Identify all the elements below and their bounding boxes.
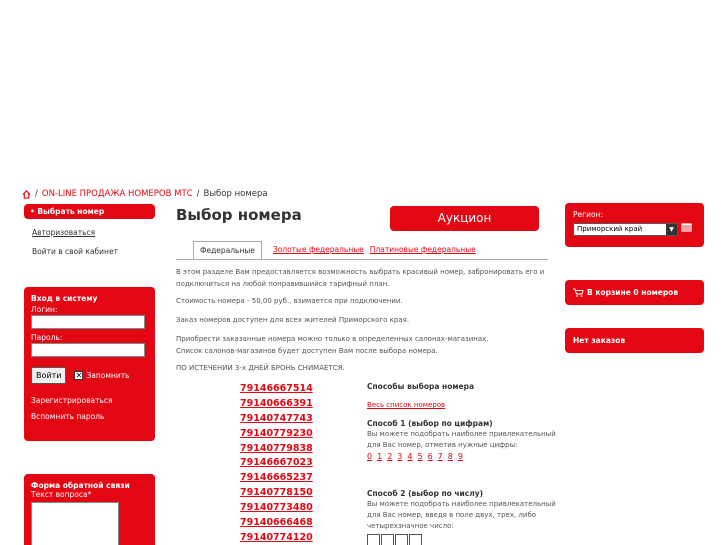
login-title: Вход в систему [31, 294, 98, 303]
digit-link[interactable]: 1 [377, 452, 383, 461]
digit-input[interactable] [367, 534, 380, 545]
availability-text: Заказ номеров доступен для всех жителей Приморского края. [176, 316, 410, 324]
menu-item-cabinet[interactable]: Войти в свой кабинет [32, 247, 118, 256]
region-label: Регион: [573, 210, 603, 219]
tab-platinum-federal[interactable]: Платиновые федеральные [369, 245, 476, 254]
remember-checkbox[interactable]: ✕ [75, 371, 83, 380]
question-label: Текст вопроса* [31, 490, 92, 499]
number-link[interactable]: 79140778150 [240, 487, 313, 499]
login-button[interactable]: Войти [31, 367, 66, 384]
digit-input[interactable] [395, 534, 408, 545]
number-link[interactable]: 79140666468 [240, 517, 313, 529]
feedback-panel [24, 474, 155, 545]
chevron-down-icon[interactable]: ▼ [666, 224, 677, 235]
tab-gold-federal[interactable]: Золотые федеральные [272, 245, 364, 254]
selection-methods [367, 381, 557, 545]
digit-link[interactable]: 0 [367, 452, 373, 461]
methods-title: Способы выбора номера [367, 382, 475, 391]
login-panel [24, 287, 155, 441]
digit-link[interactable]: 9 [457, 452, 463, 461]
password-label: Пароль: [31, 333, 63, 342]
digit-link[interactable]: 3 [397, 452, 403, 461]
number-link[interactable]: 79140774120 [240, 531, 313, 543]
number-link[interactable]: 79140747743 [240, 412, 313, 424]
price-text: Стоимость номера - 50,00 руб., взимается при подключении. [176, 297, 403, 305]
register-link[interactable]: Зарегистрироваться [31, 396, 113, 405]
method1-text: Вы можете подобрать наиболее привлекательный для Вас номер, отметив нужные цифры: [367, 430, 556, 449]
cart-status: В корзине 0 номеров [587, 288, 679, 297]
login-label: Логин: [31, 305, 58, 314]
tab-federal[interactable]: Федеральные [193, 241, 262, 259]
number-link[interactable]: 79146667514 [240, 383, 313, 394]
remember-label: Запомнить [86, 371, 130, 380]
orders-panel[interactable]: Нет заказов [565, 328, 704, 353]
region-select-value: Приморский край [577, 225, 643, 233]
number-link[interactable]: 79146667023 [240, 457, 313, 469]
digit-link[interactable]: 8 [447, 452, 453, 461]
all-numbers-link[interactable]: Весь список номеров [367, 401, 446, 409]
digit-input[interactable] [409, 534, 422, 545]
breadcrumb [22, 188, 268, 200]
number-link[interactable]: 79140779230 [240, 427, 313, 439]
stores-text-line2: Список салонов-магазинов будет доступен Вам после выбора номера. [176, 347, 438, 355]
reservation-notice: ПО ИСТЕЧЕНИИ 3-х ДНЕЙ БРОНЬ СНИМАЕТСЯ. [176, 364, 345, 372]
breadcrumb-separator: / [35, 189, 38, 199]
number-link[interactable]: 79140779838 [240, 442, 313, 454]
digit-selector [367, 451, 557, 462]
digit-link[interactable]: 7 [437, 452, 443, 461]
number-link[interactable]: 79146665237 [240, 472, 313, 484]
method2-title: Способ 2 (выбор по числу) [367, 489, 484, 498]
number-link[interactable]: 79140773480 [240, 502, 313, 514]
number-list [240, 382, 320, 545]
question-textarea[interactable] [31, 502, 119, 545]
breadcrumb-link-online-sale[interactable]: ON-LINE ПРОДАЖА НОМЕРОВ МТС [41, 189, 193, 199]
intro-text: В этом разделе Вам предоставляется возможность выбрать красивый номер, забронировать его и подключиться на любой понравившийся тарифный план. [176, 268, 545, 288]
digit-link[interactable]: 4 [407, 452, 413, 461]
flag-icon[interactable] [681, 223, 692, 232]
tab-divider [176, 259, 548, 260]
cart-icon [573, 288, 584, 297]
region-select[interactable] [573, 223, 678, 236]
digit-input[interactable] [381, 534, 394, 545]
digit-link[interactable]: 5 [417, 452, 423, 461]
stores-text-line1: Приобрести заказанные номера можно только в определенных салонах-магазинах. [176, 335, 489, 343]
method2-text: Вы можете подобрать наиболее привлекательный для Вас номер, введя в поле двух, трех, либо четырехзначное число: [367, 500, 556, 530]
method1-title: Способ 1 (выбор по цифрам) [367, 419, 493, 428]
breadcrumb-separator: / [196, 189, 200, 199]
number-link[interactable]: 79140666391 [240, 397, 313, 409]
number-digit-inputs [367, 534, 557, 545]
login-input[interactable] [31, 315, 145, 329]
digit-link[interactable]: 6 [427, 452, 433, 461]
menu-item-authorize[interactable]: Авторизоваться [32, 228, 96, 237]
forgot-password-link[interactable]: Вспомнить пароль [31, 412, 105, 421]
cart-panel[interactable] [565, 280, 704, 305]
tab-bar [193, 239, 479, 259]
breadcrumb-current: Выбор номера [203, 189, 268, 199]
page-title: Выбор номера [176, 206, 302, 224]
home-icon[interactable] [22, 190, 31, 199]
digit-link[interactable]: 2 [387, 452, 393, 461]
menu-item-choose-number[interactable]: • Выбрать номер [24, 204, 155, 219]
password-input[interactable] [31, 343, 145, 357]
stores-text [176, 333, 556, 357]
feedback-title: Форма обратной связи [31, 481, 130, 490]
auction-button[interactable]: Аукцион [390, 206, 539, 231]
